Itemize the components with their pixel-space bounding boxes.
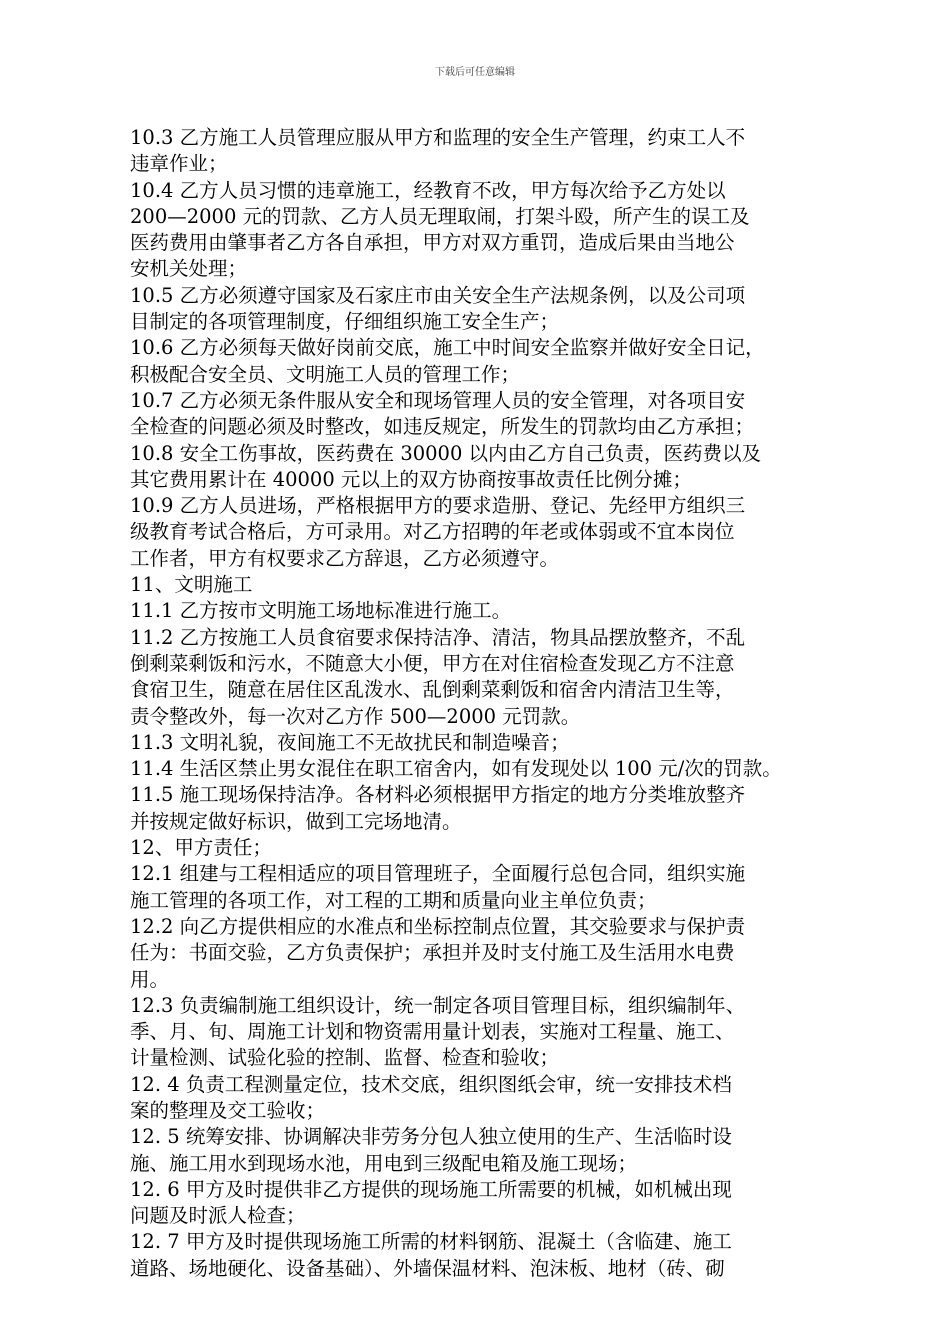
text-line: 200—2000 元的罚款、乙方人员无理取闹，打架斗殴，所产生的误工及	[130, 204, 750, 228]
text-line: 11.1 乙方按市文明施工场地标准进行施工。	[130, 599, 512, 623]
text-line: 11.3 文明礼貌，夜间施工不无故扰民和制造噪音；	[130, 730, 570, 754]
text-line: 10.9 乙方人员进场，严格根据甲方的要求造册、登记、先经甲方组织三	[130, 494, 746, 518]
text-line: 11.4 生活区禁止男女混住在职工宿舍内，如有发现处以 100 元/次的罚款。	[130, 757, 782, 781]
text-line: 11.5 施工现场保持洁净。各材料必须根据甲方指定的地方分类堆放整齐	[130, 783, 746, 807]
text-line: 医药费用由肇事者乙方各自承担，甲方对双方重罚，造成后果由当地公	[130, 231, 735, 255]
text-line: 10.5 乙方必须遵守国家及石家庄市由关安全生产法规条例，以及公司项	[130, 283, 746, 307]
text-line: 12、甲方责任；	[130, 836, 272, 860]
text-line: 级教育考试合格后，方可录用。对乙方招聘的年老或体弱或不宜本岗位	[130, 520, 735, 544]
text-line: 施、施工用水到现场水池，用电到三级配电箱及施工现场；	[130, 1151, 638, 1175]
text-line: 全检查的问题必须及时整改，如违反规定，所发生的罚款均由乙方承担；	[130, 415, 755, 439]
text-line: 12.1 组建与工程相适应的项目管理班子，全面履行总包合同，组织实施	[130, 862, 746, 886]
text-line: 10.6 乙方必须每天做好岗前交底，施工中时间安全监察并做好安全日记，	[130, 336, 765, 360]
text-line: 12.3 负责编制施工组织设计，统一制定各项目管理目标，组织编制年、	[130, 993, 746, 1017]
text-line: 倒剩菜剩饭和污水，不随意大小便，甲方在对住宿检查发现乙方不注意	[130, 651, 735, 675]
text-line: 积极配合安全员、文明施工人员的管理工作；	[130, 362, 521, 386]
text-line: 10.7 乙方必须无条件服从安全和现场管理人员的安全管理，对各项目安	[130, 388, 746, 412]
body-text	[130, 125, 828, 1282]
text-line: 10.8 安全工伤事故，医药费在 30000 以内由乙方自己负责，医药费以及	[130, 441, 762, 465]
text-line: 违章作业；	[130, 152, 228, 176]
text-line: 施工管理的各项工作，对工程的工期和质量向业主单位负责；	[130, 888, 657, 912]
text-line: 12. 4 负责工程测量定位，技术交底，组织图纸会审，统一安排技术档	[130, 1072, 732, 1096]
text-line: 计量检测、试验化验的控制、监督、检查和验收；	[130, 1046, 560, 1070]
text-line: 季、月、旬、周施工计划和物资需用量计划表，实施对工程量、施工、	[130, 1020, 735, 1044]
text-line: 其它费用累计在 40000 元以上的双方协商按事故责任比例分摊；	[130, 467, 692, 491]
text-line: 任为：书面交验，乙方负责保护；承担并及时支付施工及生活用水电费	[130, 941, 735, 965]
text-line: 12. 5 统筹安排、协调解决非劳务分包人独立使用的生产、生活临时设	[130, 1125, 732, 1149]
text-line: 安机关处理；	[130, 257, 248, 281]
text-line: 案的整理及交工验收；	[130, 1098, 326, 1122]
text-line: 用。	[130, 967, 170, 991]
text-line: 10.3 乙方施工人员管理应服从甲方和监理的安全生产管理，约束工人不	[130, 126, 746, 149]
text-line: 并按规定做好标识，做到工完场地清。	[130, 809, 462, 833]
text-line: 工作者，甲方有权要求乙方辞退，乙方必须遵守。	[130, 546, 560, 570]
text-line: 10.4 乙方人员习惯的违章施工，经教育不改，甲方每次给予乙方处以	[130, 178, 726, 202]
text-line: 道路、场地硬化、设备基础）、外墙保温材料、泡沫板、地材（砖、砌	[130, 1256, 725, 1280]
text-line: 责令整改外，每一次对乙方作 500—2000 元罚款。	[130, 704, 581, 728]
text-line: 食宿卫生，随意在居住区乱泼水、乱倒剩菜剩饭和宿舍内清洁卫生等，	[130, 678, 735, 702]
text-line: 12.2 向乙方提供相应的水准点和坐标控制点位置，其交验要求与保护责	[130, 914, 746, 938]
text-line: 问题及时派人检查；	[130, 1204, 306, 1228]
text-line: 目制定的各项管理制度，仔细组织施工安全生产；	[130, 310, 560, 334]
header-note: 下载后可任意编辑	[435, 67, 515, 78]
text-line: 12. 7 甲方及时提供现场施工所需的材料钢筋、混凝土（含临建、施工	[130, 1230, 732, 1254]
text-line: 11.2 乙方按施工人员食宿要求保持洁净、清洁，物具品摆放整齐，不乱	[130, 625, 746, 649]
text-line: 11、文明施工	[130, 573, 253, 597]
text-line: 12. 6 甲方及时提供非乙方提供的现场施工所需要的机械，如机械出现	[130, 1177, 732, 1201]
